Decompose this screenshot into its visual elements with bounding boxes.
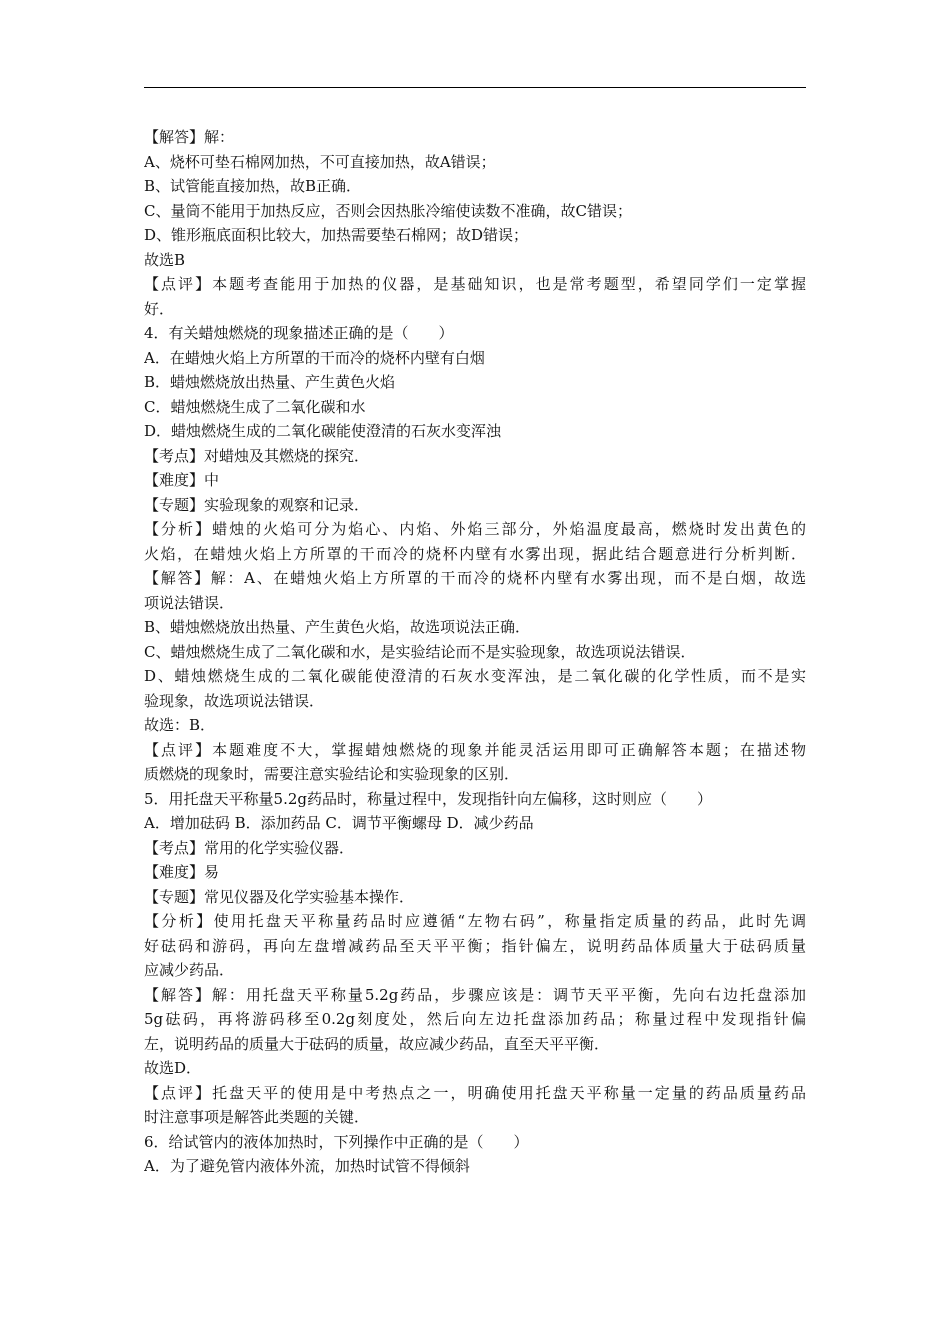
text-line: 质燃烧的现象时，需要注意实验结论和实验现象的区别． xyxy=(144,765,520,783)
text-line: 时注意事项是解答此类题的关键． xyxy=(144,1108,370,1126)
text-line: 火焰，在蜡烛火焰上方所罩的干而冷的烧杯内壁有水雾出现，据此结合题意进行分析判断． xyxy=(144,544,806,563)
text-line: D、蜡烛燃烧生成的二氧化碳能使澄清的石灰水变浑浊，是二氧化碳的化学性质，而不是实 xyxy=(144,667,806,685)
text-line: 应减少药品． xyxy=(144,961,235,979)
text-line: 5g砝码，再将游码移至0.2g刻度处，然后向左边托盘添加药品；称量过程中发现指针偏 xyxy=(144,1010,806,1028)
text-line: 【点评】托盘天平的使用是中考热点之一，明确使用托盘天平称量一定量的药品质量药品 xyxy=(144,1083,806,1102)
header-rule xyxy=(144,87,806,88)
text-line: 【分析】蜡烛的火焰可分为焰心、内焰、外焰三部分，外焰温度最高，燃烧时发出黄色的 xyxy=(144,520,806,538)
text-line: 好． xyxy=(144,299,175,318)
text-line: B．蜡烛燃烧放出热量、产生黄色火焰 xyxy=(144,373,396,391)
text-line: B、试管能直接加热，故B正确． xyxy=(144,177,362,195)
text-line: 故选D． xyxy=(144,1059,202,1077)
text-line: 故选：B． xyxy=(144,716,216,734)
text-line: 5．用托盘天平称量5.2g药品时，称量过程中，发现指针向左偏移，这时则应（ ） xyxy=(144,789,713,808)
text-line: A．为了避免管内液体外流，加热时试管不得倾斜 xyxy=(144,1157,470,1175)
text-line: A．增加砝码 B．添加药品 C．调节平衡螺母 D．减少药品 xyxy=(144,814,534,832)
text-line: C、量筒不能用于加热反应，否则会因热胀冷缩使读数不准确，故C错误； xyxy=(144,201,632,220)
document-body xyxy=(144,125,806,1179)
text-line: D．蜡烛燃烧生成的二氧化碳能使澄清的石灰水变浑浊 xyxy=(144,422,502,440)
text-line: 好砝码和游码，再向左盘增减药品至天平平衡；指针偏左，说明药品体质量大于砝码质量 xyxy=(144,936,806,955)
text-line: 【难度】中 xyxy=(144,471,220,489)
text-line: 【分析】使用托盘天平称量药品时应遵循“左物右码”，称量指定质量的药品，此时先调 xyxy=(144,912,806,930)
text-line: 【难度】易 xyxy=(144,863,220,881)
text-line: 左，说明药品的质量大于砝码的质量，故应减少药品，直至天平平衡． xyxy=(144,1034,610,1053)
text-line: A、烧杯可垫石棉网加热，不可直接加热，故A错误； xyxy=(144,152,496,171)
text-line: C、蜡烛燃烧生成了二氧化碳和水，是实验结论而不是实验现象，故选项说法错误． xyxy=(144,642,696,661)
text-line: B、蜡烛燃烧放出热量、产生黄色火焰，故选项说法正确． xyxy=(144,618,531,636)
text-line: 【专题】实验现象的观察和记录． xyxy=(144,495,370,514)
text-line: 项说法错误． xyxy=(144,593,235,612)
text-line: 【点评】本题考查能用于加热的仪器，是基础知识，也是常考题型，希望同学们一定掌握 xyxy=(144,275,806,293)
text-line: 【考点】常用的化学实验仪器． xyxy=(144,838,355,857)
text-line: 【专题】常见仪器及化学实验基本操作． xyxy=(144,887,415,906)
text-line: 验现象，故选项说法错误． xyxy=(144,691,325,710)
text-line: 4．有关蜡烛燃烧的现象描述正确的是（ ） xyxy=(144,324,454,342)
text-line: C．蜡烛燃烧生成了二氧化碳和水 xyxy=(144,397,366,416)
text-line: 【解答】解：用托盘天平称量5.2g药品，步骤应该是：调节天平平衡，先向右边托盘添加 xyxy=(144,985,806,1004)
text-line: 【点评】本题难度不大，掌握蜡烛燃烧的现象并能灵活运用即可正确解答本题；在描述物 xyxy=(144,740,806,759)
text-line: A．在蜡烛火焰上方所罩的干而冷的烧杯内壁有白烟 xyxy=(144,348,485,367)
text-line: 【解答】解： xyxy=(144,128,235,146)
text-line: 【解答】解：A、在蜡烛火焰上方所罩的干而冷的烧杯内壁有水雾出现，而不是白烟，故选 xyxy=(144,569,806,587)
text-line: 故选B xyxy=(144,250,186,269)
text-line: D、锥形瓶底面积比较大，加热需要垫石棉网；故D错误； xyxy=(144,226,529,244)
text-line: 【考点】对蜡烛及其燃烧的探究． xyxy=(144,446,370,465)
text-line: 6．给试管内的液体加热时，下列操作中正确的是（ ） xyxy=(144,1132,529,1151)
